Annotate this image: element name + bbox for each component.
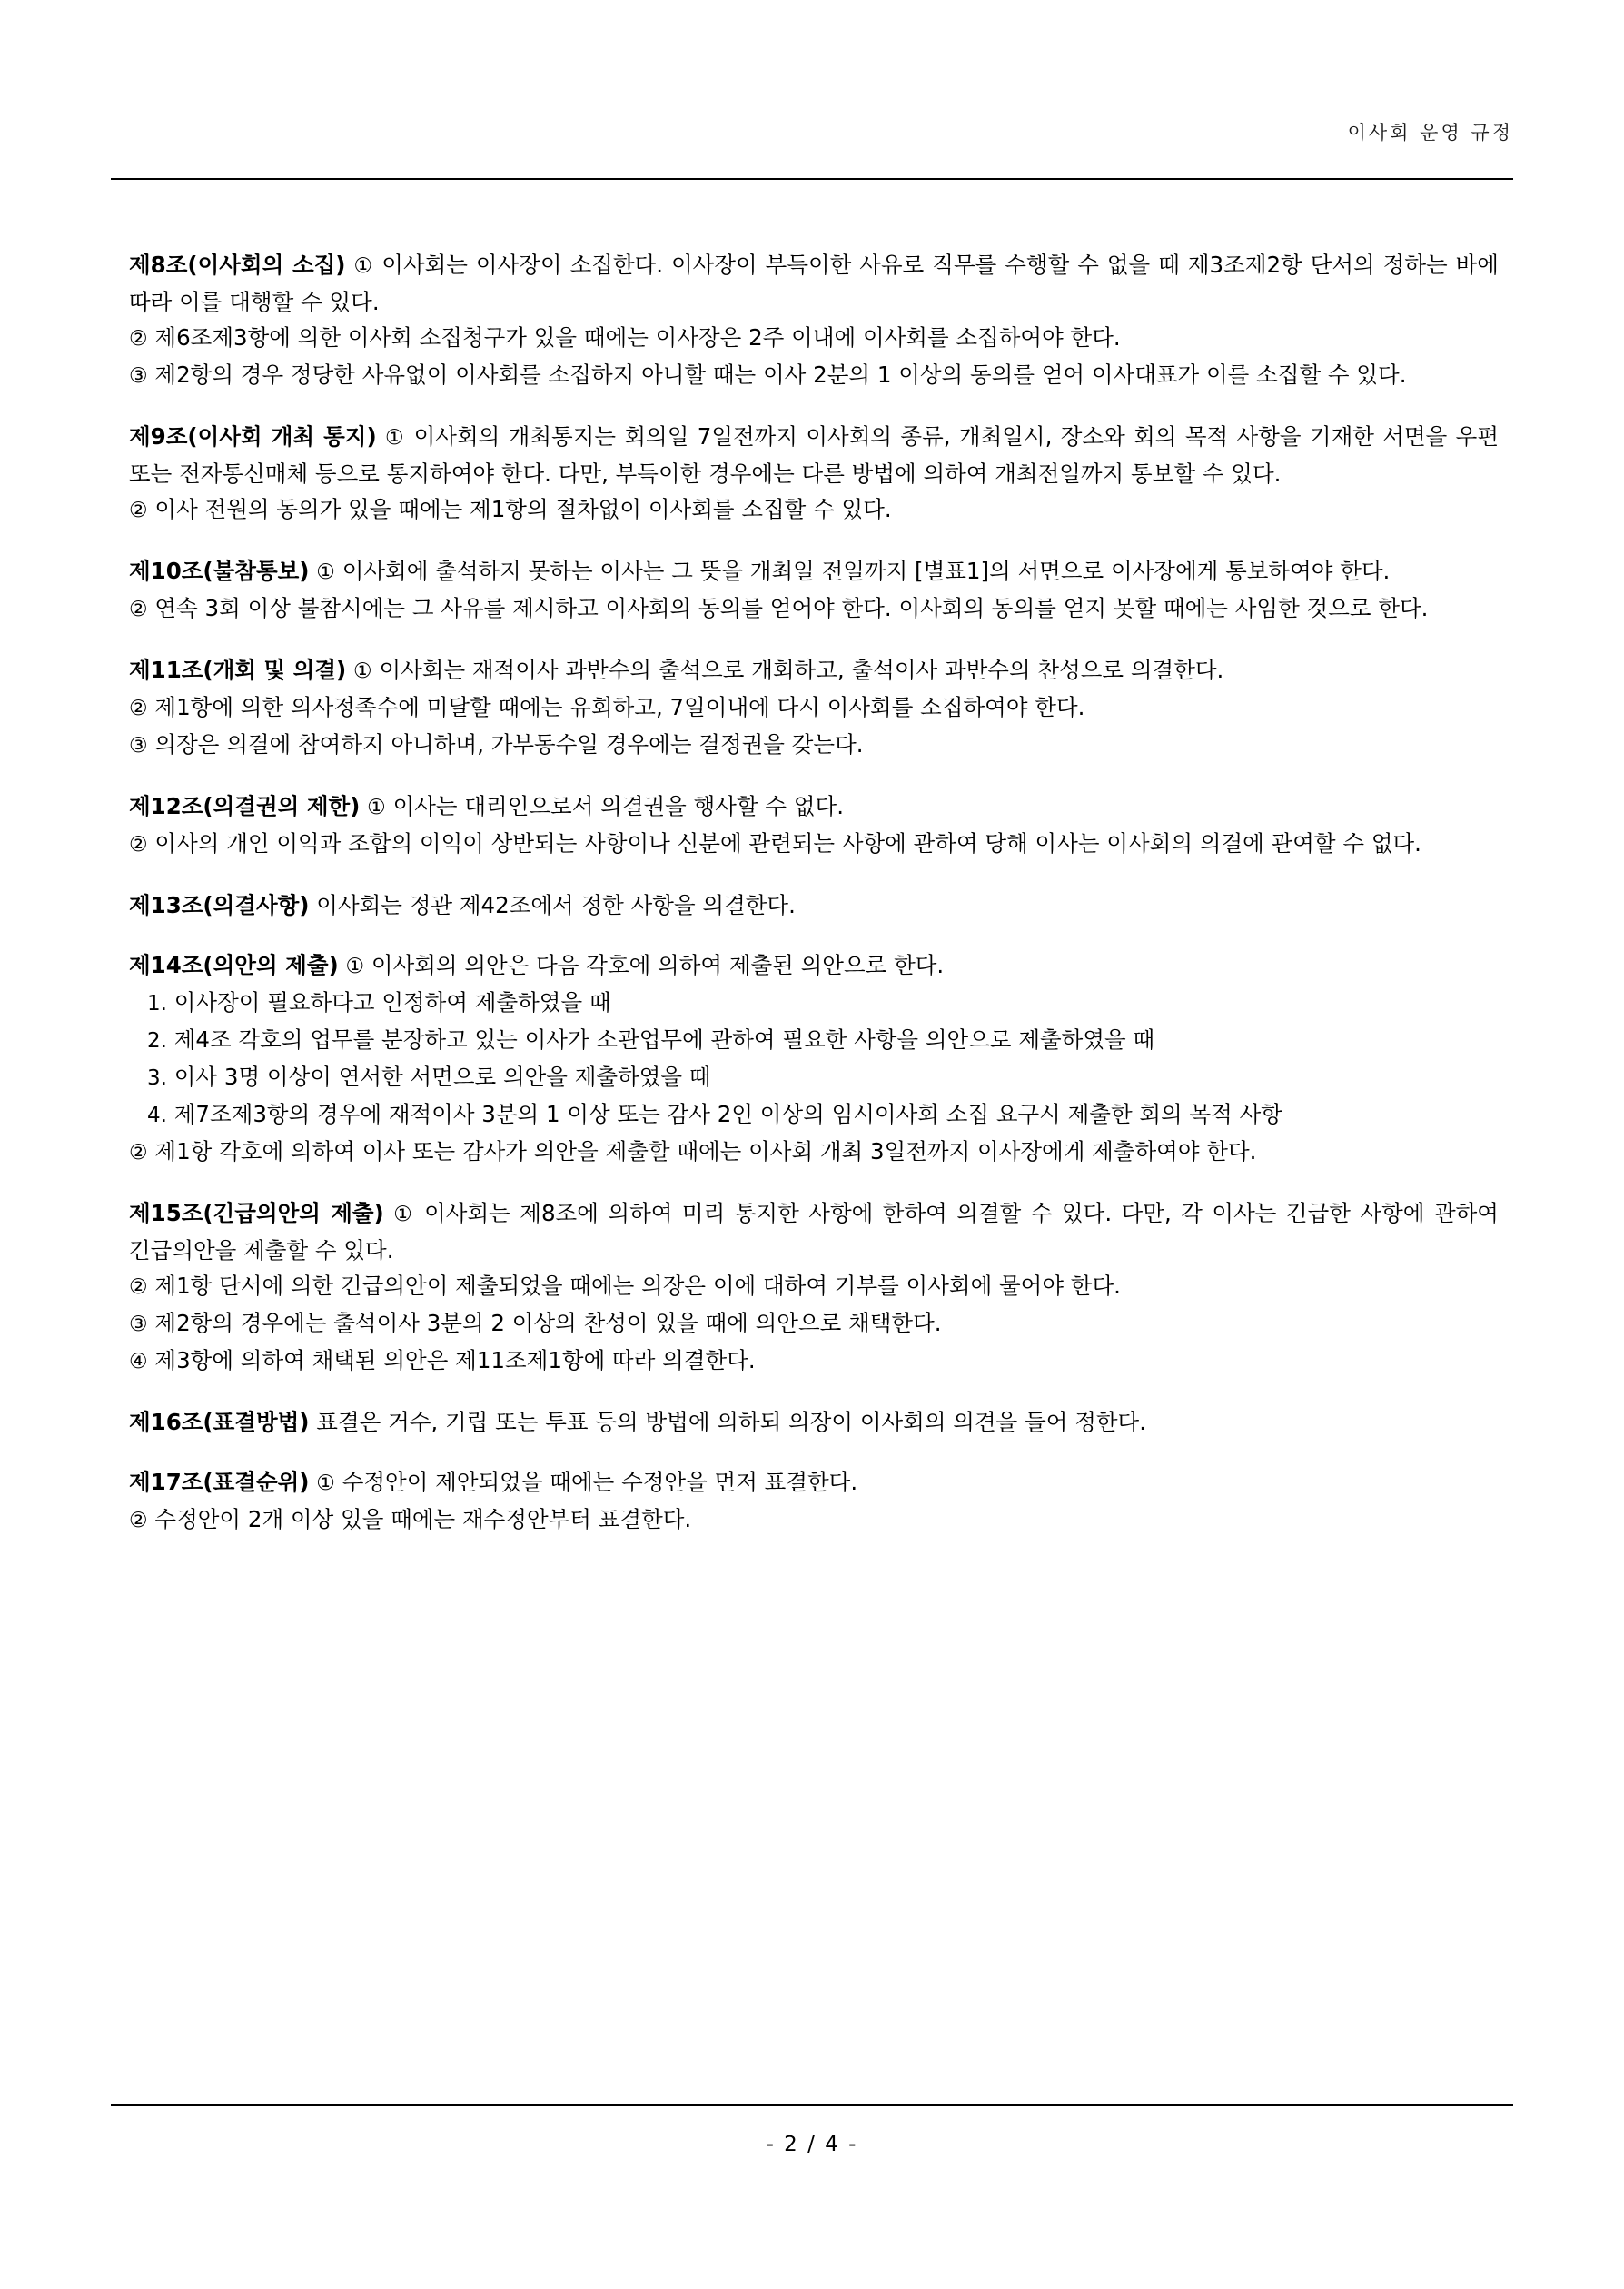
paragraph-marker: ①	[345, 955, 365, 978]
article-title: 제17조(표결순위)	[129, 1469, 310, 1495]
article-block	[129, 652, 1499, 764]
paragraph-marker: 1.	[147, 992, 167, 1016]
article-paragraph	[129, 357, 1499, 394]
paragraph-marker: ③	[129, 364, 148, 388]
paragraph-marker: ②	[129, 1509, 148, 1532]
article-block	[129, 247, 1499, 394]
paragraph-text: 이사회에 출석하지 못하는 이사는 그 뜻을 개최일 전일까지 [별표1]의 서면으로 이사장에게 통보하여야 한다.	[342, 558, 1391, 584]
paragraph-text: 의장은 의결에 참여하지 아니하며, 가부동수일 경우에는 결정권을 갖는다.	[154, 731, 864, 758]
page-header	[111, 118, 1513, 145]
paragraph-marker: ①	[385, 426, 406, 450]
paragraph-marker: ④	[129, 1350, 148, 1373]
paragraph-text: 제2항의 경우에는 출석이사 3분의 2 이상의 찬성이 있을 때에 의안으로 채택한다.	[154, 1310, 942, 1336]
article-title: 제13조(의결사항)	[129, 892, 310, 918]
paragraph-text: 이사회는 이사장이 소집한다. 이사장이 부득이한 사유로 직무를 수행할 수 없을 때 제3조제2항 단서의 정하는 바에 따라 이를 대행할 수 있다.	[129, 252, 1499, 315]
article-block	[129, 1404, 1499, 1440]
paragraph-marker: ②	[129, 697, 148, 720]
paragraph-marker: ②	[129, 833, 148, 857]
paragraph-text: 이사회의 개최통지는 회의일 7일전까지 이사회의 종류, 개최일시, 장소와 회의 목적 사항을 기재한 서면을 우편 또는 전자통신매체 등으로 통지하여야 한다. 다만, 부득이한 경우에는 다른 방법에 의하여 개최전일까지 통보할 수 있다.	[129, 423, 1499, 487]
paragraph-text: 이사 3명 이상이 연서한 서면으로 의안을 제출하였을 때	[173, 1064, 711, 1090]
paragraph-text: 수정안이 제안되었을 때에는 수정안을 먼저 표결한다.	[342, 1469, 858, 1495]
article-paragraph	[129, 553, 1499, 590]
paragraph-text: 제2항의 경우 정당한 사유없이 이사회를 소집하지 아니할 때는 이사 2분의 1 이상의 동의를 얻어 이사대표가 이를 소집할 수 있다.	[154, 362, 1407, 388]
paragraph-text: 이사회는 재적이사 과반수의 출석으로 개회하고, 출석이사 과반수의 찬성으로 의결한다.	[379, 657, 1224, 683]
paragraph-marker: 2.	[147, 1029, 167, 1053]
article-block	[129, 788, 1499, 863]
document-body	[129, 247, 1499, 1539]
article-block	[129, 1195, 1499, 1380]
article-list-item	[129, 985, 1499, 1022]
paragraph-text: 제4조 각호의 업무를 분장하고 있는 이사가 소관업무에 관하여 필요한 사항을 의안으로 제출하였을 때	[173, 1026, 1155, 1053]
article-paragraph	[129, 1343, 1499, 1380]
article-title: 제12조(의결권의 제한)	[129, 793, 361, 819]
article-block	[129, 887, 1499, 923]
article-paragraph	[129, 652, 1499, 689]
paragraph-text: 이사는 대리인으로서 의결권을 행사할 수 없다.	[392, 793, 844, 819]
article-paragraph	[129, 320, 1499, 357]
paragraph-text: 제7조제3항의 경우에 재적이사 3분의 1 이상 또는 감사 2인 이상의 임시이사회 소집 요구시 제출한 회의 목적 사항	[173, 1101, 1282, 1127]
paragraph-marker: ②	[129, 598, 148, 621]
paragraph-text: 제6조제3항에 의한 이사회 소집청구가 있을 때에는 이사장은 2주 이내에 이사회를 소집하여야 한다.	[154, 324, 1121, 351]
header-divider	[111, 178, 1513, 180]
paragraph-marker: ②	[129, 1141, 148, 1164]
article-paragraph	[129, 788, 1499, 826]
article-list-item	[129, 1096, 1499, 1134]
paragraph-marker: 3.	[147, 1066, 167, 1090]
article-paragraph	[129, 947, 1499, 985]
article-title: 제14조(의안의 제출)	[129, 952, 339, 978]
paragraph-marker: ①	[367, 796, 386, 819]
paragraph-text: 이사회는 정관 제42조에서 정한 사항을 의결한다.	[316, 892, 796, 918]
paragraph-marker: 4.	[147, 1104, 167, 1127]
paragraph-text: 수정안이 2개 이상 있을 때에는 재수정안부터 표결한다.	[154, 1506, 692, 1532]
article-title: 제10조(불참통보)	[129, 558, 310, 584]
article-block	[129, 553, 1499, 628]
paragraph-marker: ③	[129, 1313, 148, 1336]
paragraph-text: 제1항 각호에 의하여 이사 또는 감사가 의안을 제출할 때에는 이사회 개최 3일전까지 이사장에게 제출하여야 한다.	[154, 1138, 1257, 1164]
paragraph-text: 제1항에 의한 의사정족수에 미달할 때에는 유회하고, 7일이내에 다시 이사회를 소집하여야 한다.	[154, 694, 1085, 720]
page-number: - 2 / 4 -	[766, 2133, 858, 2156]
paragraph-text: 이사 전원의 동의가 있을 때에는 제1항의 절차없이 이사회를 소집할 수 있다.	[154, 496, 892, 522]
article-paragraph	[129, 1195, 1499, 1268]
paragraph-text: 연속 3회 이상 불참시에는 그 사유를 제시하고 이사회의 동의를 얻어야 한다. 이사회의 동의를 얻지 못할 때에는 사임한 것으로 한다.	[154, 595, 1429, 621]
paragraph-marker: ②	[129, 327, 148, 351]
paragraph-marker: ②	[129, 1275, 148, 1299]
paragraph-marker: ①	[316, 1472, 335, 1495]
article-paragraph	[129, 491, 1499, 529]
article-list-item	[129, 1022, 1499, 1059]
article-title: 제15조(긴급의안의 제출)	[129, 1200, 384, 1226]
paragraph-marker: ③	[129, 734, 148, 758]
article-paragraph	[129, 590, 1499, 628]
paragraph-text: 이사장이 필요하다고 인정하여 제출하였을 때	[173, 989, 611, 1016]
paragraph-marker: ①	[353, 254, 374, 278]
article-paragraph	[129, 727, 1499, 764]
article-block	[129, 947, 1499, 1171]
header-title: 이사회 운영 규정	[1347, 122, 1513, 144]
paragraph-text: 제3항에 의하여 채택된 의안은 제11조제1항에 따라 의결한다.	[154, 1347, 756, 1373]
article-paragraph	[129, 1501, 1499, 1539]
article-paragraph	[129, 1134, 1499, 1171]
article-title: 제11조(개회 및 의결)	[129, 657, 347, 683]
paragraph-text: 제1항 단서에 의한 긴급의안이 제출되었을 때에는 의장은 이에 대하여 기부를 이사회에 물어야 한다.	[154, 1273, 1121, 1299]
paragraph-marker: ①	[353, 659, 372, 683]
article-paragraph	[129, 247, 1499, 320]
article-paragraph	[129, 419, 1499, 491]
paragraph-text: 이사의 개인 이익과 조합의 이익이 상반되는 사항이나 신분에 관련되는 사항에 관하여 당해 이사는 이사회의 의결에 관여할 수 없다.	[154, 830, 1421, 857]
paragraph-marker: ②	[129, 499, 148, 522]
article-paragraph	[129, 826, 1499, 863]
article-paragraph	[129, 887, 1499, 923]
article-title: 제9조(이사회 개최 통지)	[129, 423, 377, 450]
article-list-item	[129, 1059, 1499, 1096]
paragraph-text: 표결은 거수, 기립 또는 투표 등의 방법에 의하되 의장이 이사회의 의견을 들어 정한다.	[316, 1409, 1147, 1435]
paragraph-marker: ①	[393, 1203, 415, 1226]
article-block	[129, 1464, 1499, 1539]
article-paragraph	[129, 1404, 1499, 1440]
article-paragraph	[129, 1464, 1499, 1501]
article-paragraph	[129, 1268, 1499, 1305]
article-block	[129, 419, 1499, 529]
paragraph-text: 이사회의 의안은 다음 각호에 의하여 제출된 의안으로 한다.	[371, 952, 945, 978]
article-paragraph	[129, 689, 1499, 727]
article-title: 제8조(이사회의 소집)	[129, 252, 346, 278]
paragraph-text: 이사회는 제8조에 의하여 미리 통지한 사항에 한하여 의결할 수 있다. 다만, 각 이사는 긴급한 사항에 관하여 긴급의안을 제출할 수 있다.	[129, 1200, 1499, 1263]
article-paragraph	[129, 1305, 1499, 1343]
page-footer	[111, 2133, 1513, 2156]
article-title: 제16조(표결방법)	[129, 1409, 310, 1435]
paragraph-marker: ①	[316, 560, 335, 584]
footer-divider	[111, 2104, 1513, 2106]
